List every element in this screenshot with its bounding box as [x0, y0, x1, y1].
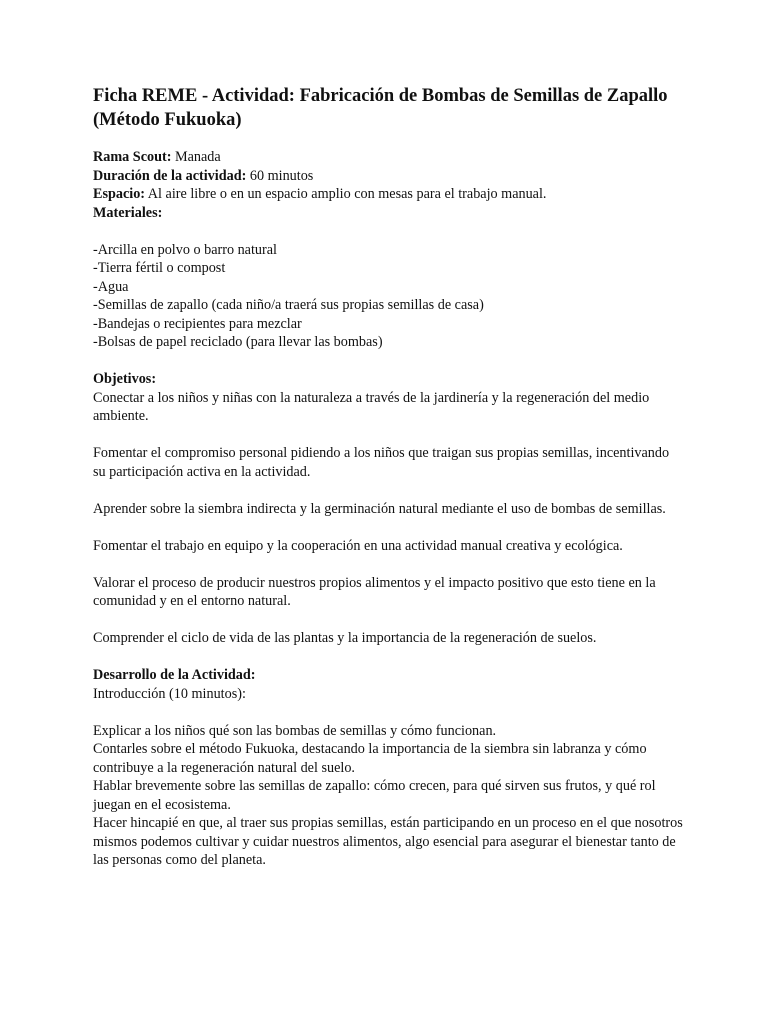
espacio-value: Al aire libre o en un espacio amplio con mesas para el trabajo manual.: [145, 186, 547, 202]
document-body: [93, 148, 683, 870]
materiales-item: -Bandejas o recipientes para mezclar: [93, 315, 302, 332]
rama-line: [93, 148, 683, 167]
duracion-line: [93, 167, 683, 186]
desarrollo-paragraph: Hablar brevemente sobre las semillas de zapallo: cómo crecen, para qué sirven sus frutos, y qué rol juegan en el ecosistema.: [93, 778, 656, 813]
desarrollo-heading: Desarrollo de la Actividad:: [93, 667, 256, 683]
duracion-label: Duración de la actividad:: [93, 167, 247, 184]
document-title: Ficha REME - Actividad: Fabricación de Bombas de Semillas de Zapallo (Método Fukuoka): [93, 86, 668, 130]
rama-value: Manada: [171, 149, 221, 165]
introduccion-label: Introducción (10 minutos):: [93, 685, 246, 702]
materiales-item: -Bolsas de papel reciclado (para llevar las bombas): [93, 334, 383, 350]
desarrollo-paragraph: Contarles sobre el método Fukuoka, destacando la importancia de la siembra sin labranza y cómo contribuye a la regeneración natural del suelo.: [93, 741, 647, 776]
espacio-line: [93, 185, 683, 204]
objetivo-paragraph: Fomentar el trabajo en equipo y la cooperación en una actividad manual creativa y ecológica.: [93, 537, 623, 554]
rama-label: Rama Scout:: [93, 149, 172, 165]
materiales-item: -Semillas de zapallo (cada niño/a traerá sus propias semillas de casa): [93, 297, 484, 313]
espacio-label: Espacio:: [93, 186, 146, 202]
materiales-heading: Materiales:: [93, 204, 163, 221]
objetivo-paragraph: Fomentar el compromiso personal pidiendo a los niños que traigan sus propias semillas, incentivando su participación activa en la actividad.: [93, 445, 670, 480]
document-page: [93, 84, 683, 870]
objetivo-paragraph: Valorar el proceso de producir nuestros propios alimentos y el impacto positivo que esto tiene en la comunidad y en el entorno natural.: [93, 574, 656, 609]
objetivos-heading: Objetivos:: [93, 371, 157, 387]
objetivo-paragraph: Comprender el ciclo de vida de las plantas y la importancia de la regeneración de suelos.: [93, 630, 597, 646]
objetivo-paragraph: Aprender sobre la siembra indirecta y la germinación natural mediante el uso de bombas de semillas.: [93, 500, 666, 517]
duracion-value: 60 minutos: [246, 167, 314, 184]
materiales-item: -Arcilla en polvo o barro natural: [93, 241, 277, 258]
objetivo-paragraph: Conectar a los niños y niñas con la naturaleza a través de la jardinería y la regeneración del medio ambiente.: [93, 389, 650, 424]
desarrollo-paragraph: Hacer hincapié en que, al traer sus propias semillas, están participando en un proceso en el que nosotros mismos podemos cultivar y cuidar nuestros alimentos, algo esencial para asegurar el bienestar tanto de las personas como del planeta.: [93, 815, 683, 868]
materiales-item: -Agua: [93, 278, 129, 295]
materiales-item: -Tierra fértil o compost: [93, 260, 226, 276]
desarrollo-paragraph: Explicar a los niños qué son las bombas de semillas y cómo funcionan.: [93, 722, 497, 739]
